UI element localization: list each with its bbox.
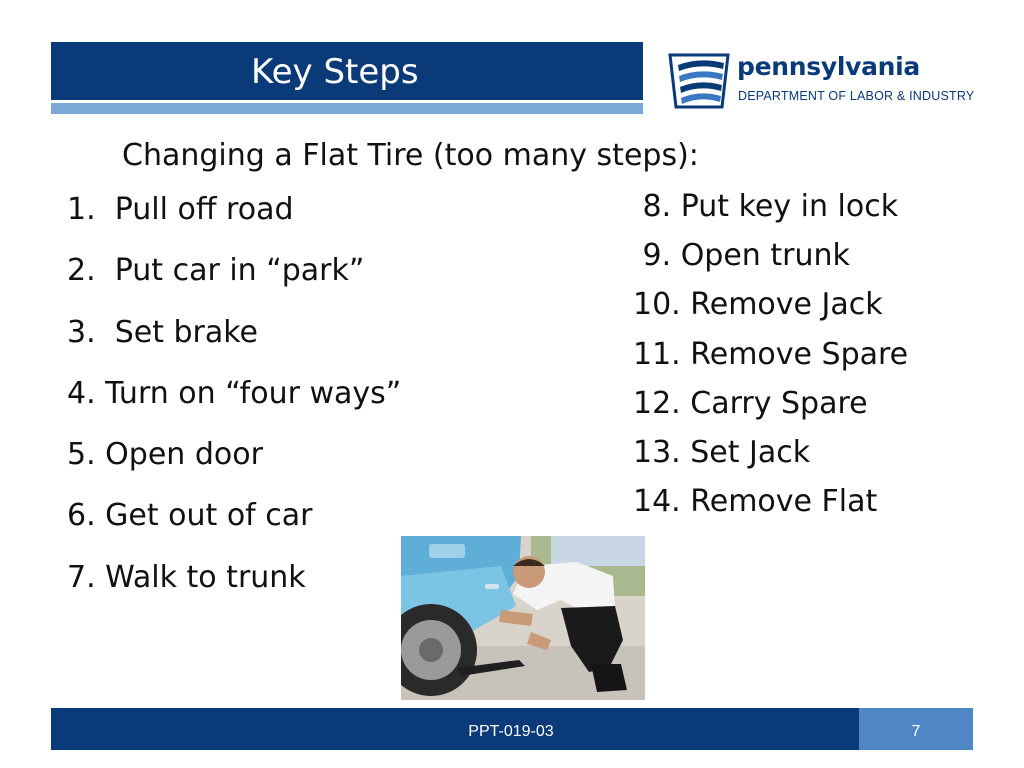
step-13: 13. Set Jack	[633, 435, 811, 470]
footer-code: PPT-019-03	[468, 723, 554, 740]
step-3: 3. Set brake	[67, 315, 259, 350]
page-number: 7	[911, 723, 921, 740]
footer-bar	[51, 708, 973, 750]
pennsylvania-logo	[664, 45, 984, 115]
step-5: 5. Open door	[67, 437, 263, 472]
step-11: 11. Remove Spare	[633, 337, 909, 372]
step-14: 14. Remove Flat	[633, 484, 878, 519]
page-title: Key Steps	[251, 52, 419, 92]
step-8: 8. Put key in lock	[633, 189, 899, 224]
logo-department: DEPARTMENT OF LABOR & INDUSTRY	[738, 89, 975, 103]
step-2: 2. Put car in “park”	[67, 253, 365, 288]
tire-change-photo	[401, 536, 645, 700]
step-1: 1. Pull off road	[67, 192, 294, 227]
slide-subtitle: Changing a Flat Tire (too many steps):	[122, 138, 699, 173]
page-number-box	[859, 708, 973, 750]
step-7: 7. Walk to trunk	[67, 560, 306, 595]
logo-name: pennsylvania	[737, 52, 920, 81]
title-accent-bar	[51, 103, 643, 114]
title-bar	[51, 42, 643, 103]
step-6: 6. Get out of car	[67, 498, 313, 533]
step-12: 12. Carry Spare	[633, 386, 868, 421]
keystone-icon	[666, 49, 732, 111]
step-4: 4. Turn on “four ways”	[67, 376, 402, 411]
step-10: 10. Remove Jack	[633, 287, 883, 322]
step-9: 9. Open trunk	[633, 238, 850, 273]
